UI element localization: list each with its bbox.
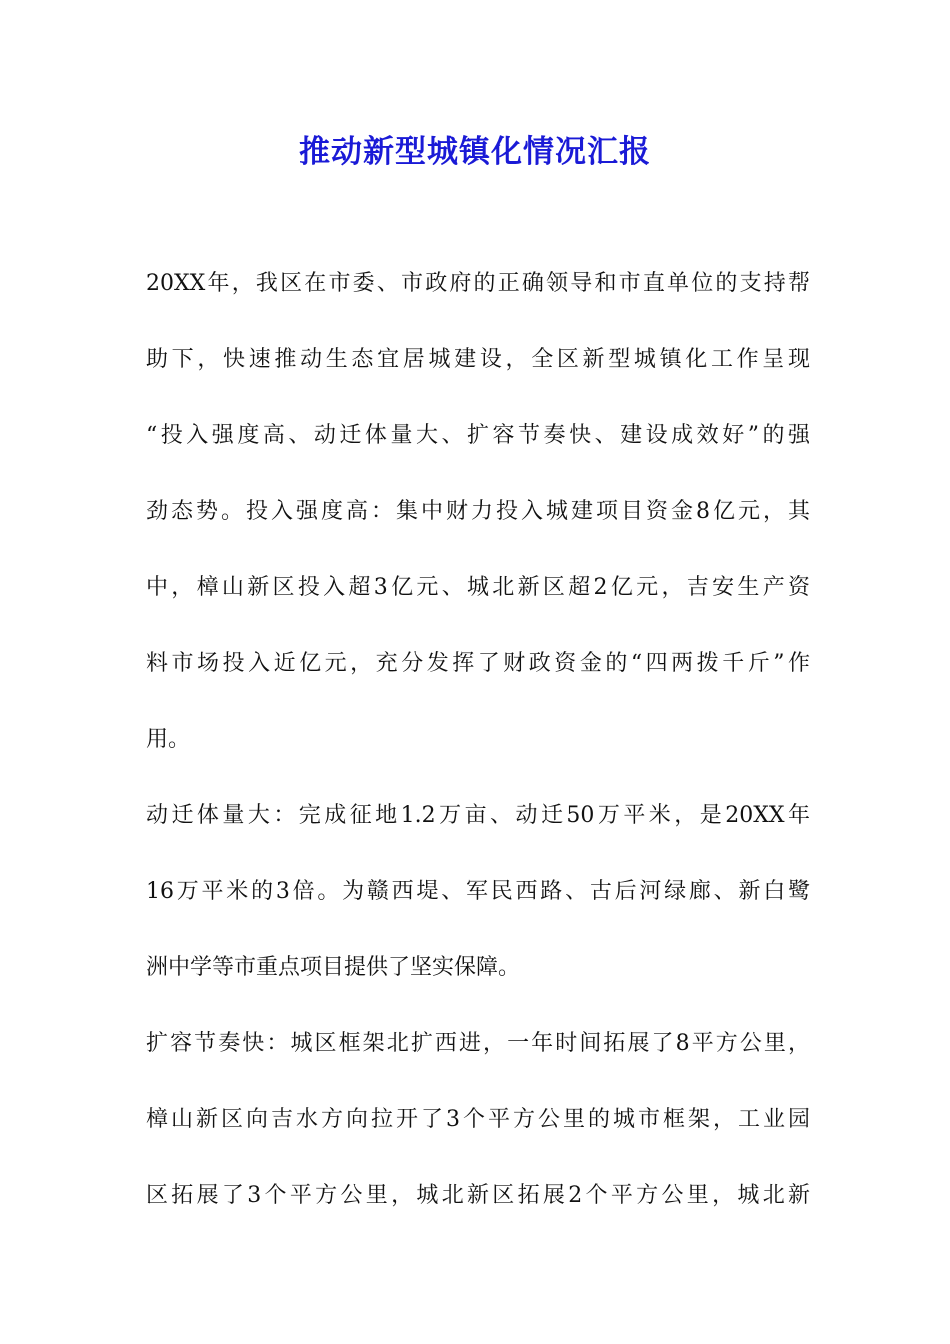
text-line: 扩容节奏快：城区框架北扩西进，一年时间拓展了8平方公里，: [146, 1031, 810, 1056]
text-line: 助下，快速推动生态宜居城建设，全区新型城镇化工作呈现: [146, 347, 810, 372]
text-line: 20XX年，我区在市委、市政府的正确领导和市直单位的支持帮: [146, 271, 810, 296]
document-title: 推动新型城镇化情况汇报: [299, 134, 651, 170]
text-line: 料市场投入近亿元，充分发挥了财政资金的“四两拨千斤”作: [146, 651, 810, 676]
text-line: 劲态势。投入强度高：集中财力投入城建项目资金8亿元，其: [146, 499, 810, 524]
text-line: 樟山新区向吉水方向拉开了3个平方公里的城市框架，工业园: [146, 1107, 810, 1132]
text-line: 中，樟山新区投入超3亿元、城北新区超2亿元，吉安生产资: [146, 575, 810, 600]
text-line: 区拓展了3个平方公里，城北新区拓展2个平方公里，城北新: [146, 1183, 810, 1208]
text-line: 洲中学等市重点项目提供了坚实保障。: [146, 955, 521, 980]
paragraph-3: [146, 1022, 810, 1250]
text-line: 用。: [146, 727, 191, 752]
text-line: 16万平米的3倍。为赣西堤、军民西路、古后河绿廊、新白鹭: [146, 879, 810, 904]
document-body: [146, 262, 810, 1250]
paragraph-2: [146, 794, 810, 1022]
paragraph-1: [146, 262, 810, 794]
text-line: “投入强度高、动迁体量大、扩容节奏快、建设成效好”的强: [146, 423, 810, 448]
text-line: 动迁体量大：完成征地1.2万亩、动迁50万平米，是20XX年: [146, 803, 810, 828]
